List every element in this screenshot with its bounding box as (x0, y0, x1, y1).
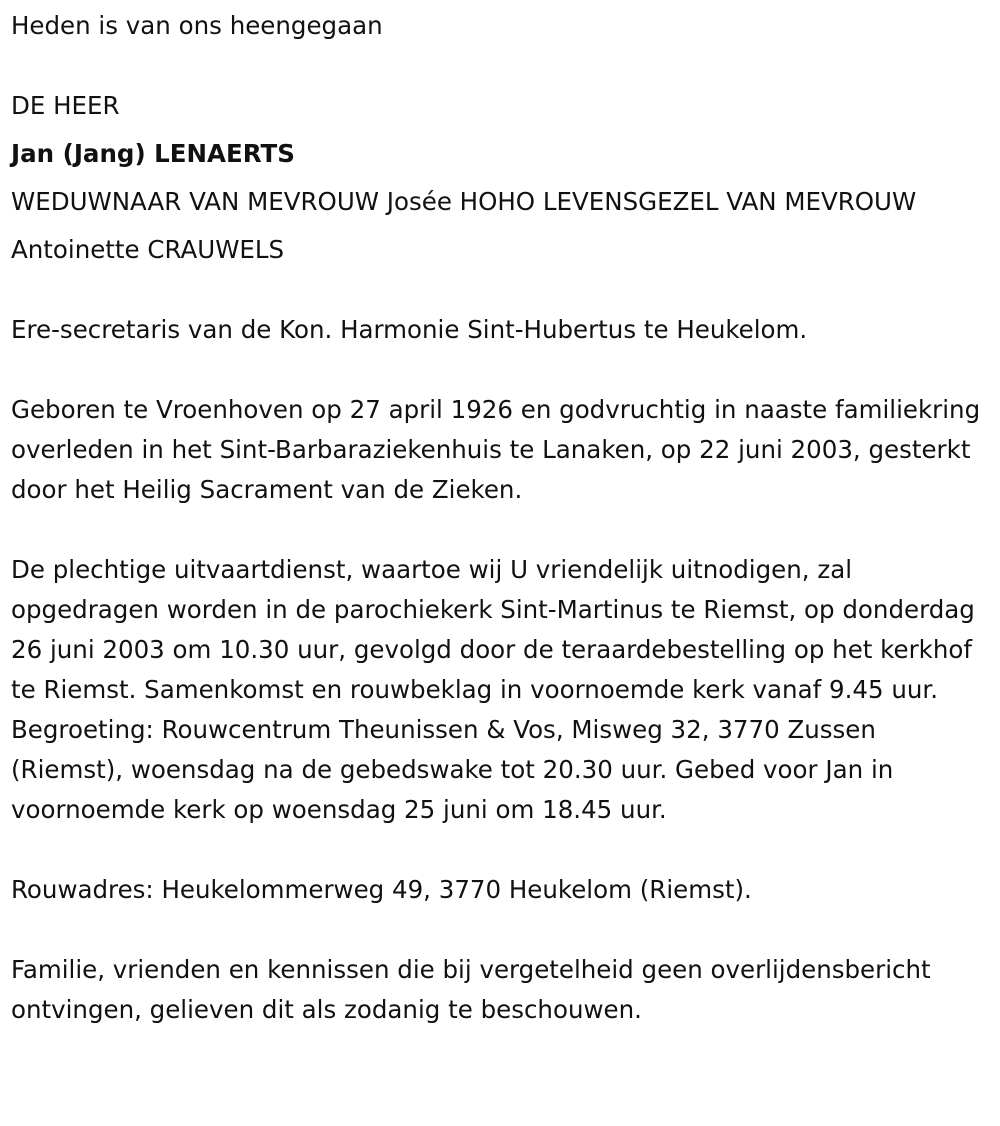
mourning-address: Rouwadres: Heukelommerweg 49, 3770 Heukelom (Riemst). (11, 875, 752, 904)
spacer (11, 910, 992, 950)
spacer (11, 46, 992, 86)
spacer (11, 510, 992, 550)
deceased-name: Jan (Jang) LENAERTS (11, 139, 295, 168)
spacer (11, 830, 992, 870)
spacer (11, 270, 992, 310)
honorary-role: Ere-secretaris van de Kon. Harmonie Sint-Hubertus te Heukelom. (11, 315, 808, 344)
spacer (11, 350, 992, 390)
closing-paragraph: Familie, vrienden en kennissen die bij vergetelheid geen overlijdensbericht ontvingen, gelieven dit als zodanig te beschouwen. (11, 955, 931, 1024)
funeral-info-paragraph: De plechtige uitvaartdienst, waartoe wij U vriendelijk uitnodigen, zal opgedragen worden in de parochiekerk Sint-Martinus te Riemst, op donderdag 26 juni 2003 om 10.30 uur, gevolgd door de teraardebestelling op het kerkhof te Riemst. Samenkomst en rouwbeklag in voornoemde kerk vanaf 9.45 uur. Begroeting: Rouwcentrum Theunissen & Vos, Misweg 32, 3770 Zussen (Riemst), woensdag na de gebedswake tot 20.30 uur. Gebed voor Jan in voornoemde kerk op woensdag 25 juni om 18.45 uur. (11, 555, 975, 824)
birth-death-paragraph: Geboren te Vroenhoven op 27 april 1926 en godvruchtig in naaste familiekring overleden in het Sint-Barbaraziekenhuis te Lanaken, op 22 juni 2003, gesterkt door het Heilig Sacrament van de Zieken. (11, 395, 981, 504)
intro-text: Heden is van ons heengegaan (11, 11, 383, 40)
partner-name: Antoinette CRAUWELS (11, 235, 285, 264)
relation-line: WEDUWNAAR VAN MEVROUW Josée HOHO LEVENSGEZEL VAN MEVROUW (11, 187, 917, 216)
honorific: DE HEER (11, 91, 120, 120)
